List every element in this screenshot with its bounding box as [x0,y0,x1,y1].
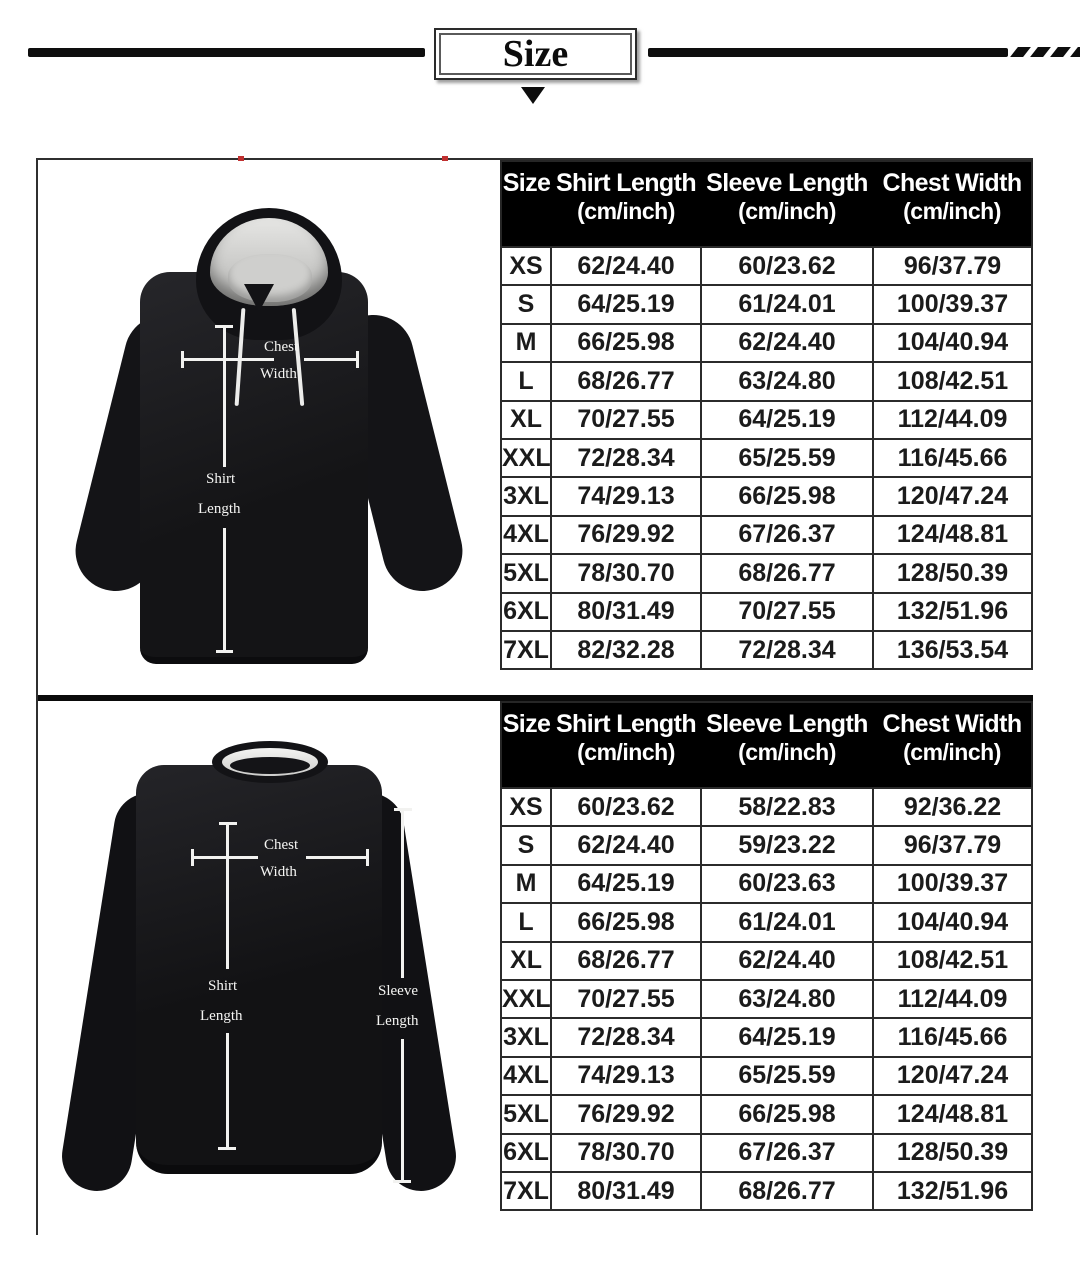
shirt-length-cell: 76/29.92 [551,516,701,554]
size-cell: XL [501,401,551,439]
sweatshirt-size-table [500,701,1033,1211]
chest-width-line [304,358,358,361]
table-row [501,439,1032,477]
sleeve-length-cell: 72/28.34 [701,631,873,669]
size-cell: 3XL [501,1018,551,1056]
sweatshirt-image [38,701,502,1235]
chest-width-cell: 116/45.66 [873,439,1032,477]
chest-width-cell: 96/37.79 [873,247,1032,285]
sleeve-length-cell: 70/27.55 [701,593,873,631]
sleeve-length-cell: 58/22.83 [701,788,873,826]
size-cell: 3XL [501,477,551,515]
chest-width-label: Width [260,864,297,880]
shirt-length-cell: 68/26.77 [551,362,701,400]
chest-width-cell: 128/50.39 [873,554,1032,592]
size-cell: XS [501,788,551,826]
sleeve-length-cell: 62/24.40 [701,942,873,980]
sleeve-length-cell: 65/25.59 [701,1057,873,1095]
table-row [501,285,1032,323]
col-header-size: Size [501,702,551,788]
chest-width-cell: 124/48.81 [873,516,1032,554]
chest-width-cell: 136/53.54 [873,631,1032,669]
measure-tick [366,849,369,866]
table-row [501,865,1032,903]
col-header-sleeve-length: Sleeve Length (cm/inch) [701,702,873,788]
dash-icon [1010,47,1031,57]
chest-width-cell: 132/51.96 [873,593,1032,631]
sleeve-length-cell: 61/24.01 [701,285,873,323]
table-row [501,903,1032,941]
sleeve-length-cell: 68/26.77 [701,554,873,592]
table-header-row [501,161,1032,247]
col-header-sleeve-length: Sleeve Length (cm/inch) [701,161,873,247]
table-row [501,788,1032,826]
sleeve-length-cell: 67/26.37 [701,1134,873,1172]
dash-icon [1050,47,1071,57]
table-row [501,1095,1032,1133]
size-cell: 5XL [501,554,551,592]
hoodie-size-table [500,160,1033,670]
col-header-shirt-length: Shirt Length (cm/inch) [551,702,701,788]
shirt-length-label: Shirt [206,471,236,487]
table-row [501,401,1032,439]
col-header-size: Size [501,161,551,247]
shirt-length-label: Length [198,501,241,517]
chest-width-cell: 104/40.94 [873,324,1032,362]
sleeve-length-cell: 64/25.19 [701,1018,873,1056]
size-cell: 5XL [501,1095,551,1133]
size-cell: 4XL [501,1057,551,1095]
table-row [501,247,1032,285]
chest-width-cell: 100/39.37 [873,865,1032,903]
chest-width-label: Width [260,366,297,382]
measure-tick [356,351,359,368]
chest-width-label: Chest [264,837,299,853]
sleeve-length-cell: 65/25.59 [701,439,873,477]
sleeve-length-cell: 67/26.37 [701,516,873,554]
chest-width-cell: 100/39.37 [873,285,1032,323]
sleeve-length-cell: 60/23.63 [701,865,873,903]
size-cell: 7XL [501,1172,551,1210]
sweatshirt-neck [230,757,310,774]
shirt-length-label: Shirt [208,978,238,994]
shirt-length-cell: 64/25.19 [551,865,701,903]
size-cell: XXL [501,980,551,1018]
col-header-chest-width: Chest Width (cm/inch) [873,161,1032,247]
chest-width-line [182,358,274,361]
size-cell: 6XL [501,1134,551,1172]
size-cell: S [501,285,551,323]
shirt-length-cell: 64/25.19 [551,285,701,323]
table-row [501,942,1032,980]
chest-width-label: Chest [264,339,299,355]
sleeve-length-cell: 63/24.80 [701,980,873,1018]
header-rule-left [28,48,425,57]
sleeve-length-cell: 66/25.98 [701,1095,873,1133]
dash-icon [1070,47,1080,57]
shirt-length-cell: 72/28.34 [551,439,701,477]
shirt-length-cell: 60/23.62 [551,788,701,826]
col-header-shirt-length: Shirt Length (cm/inch) [551,161,701,247]
shirt-length-cell: 80/31.49 [551,1172,701,1210]
down-triangle-icon [521,87,545,104]
shirt-length-cell: 72/28.34 [551,1018,701,1056]
size-chart-panel [36,158,1033,1235]
measure-tick [218,1147,236,1150]
sleeve-length-cell: 59/23.22 [701,826,873,864]
sleeve-length-cell: 63/24.80 [701,362,873,400]
chest-width-line [192,856,258,859]
size-table [500,701,1033,1211]
chest-width-cell: 112/44.09 [873,980,1032,1018]
size-cell: 6XL [501,593,551,631]
size-cell: L [501,903,551,941]
size-cell: M [501,324,551,362]
chest-width-cell: 108/42.51 [873,362,1032,400]
sleeve-length-cell: 60/23.62 [701,247,873,285]
shirt-length-line [226,824,229,969]
shirt-length-line [223,327,226,467]
table-row [501,826,1032,864]
size-table [500,160,1033,670]
shirt-length-cell: 66/25.98 [551,324,701,362]
shirt-length-cell: 76/29.92 [551,1095,701,1133]
table-row [501,631,1032,669]
shirt-length-cell: 68/26.77 [551,942,701,980]
shirt-length-cell: 82/32.28 [551,631,701,669]
shirt-length-cell: 66/25.98 [551,903,701,941]
shirt-length-label: Length [200,1008,243,1024]
size-title-box [434,28,637,80]
shirt-length-cell: 62/24.40 [551,247,701,285]
table-row [501,554,1032,592]
col-header-chest-width: Chest Width (cm/inch) [873,702,1032,788]
table-row [501,516,1032,554]
sleeve-length-label: Length [376,1013,419,1029]
chest-width-line [306,856,368,859]
measure-tick [216,650,233,653]
hoodie-section [38,160,1033,695]
chest-width-cell: 120/47.24 [873,477,1032,515]
table-row [501,1134,1032,1172]
sleeve-length-cell: 68/26.77 [701,1172,873,1210]
size-cell: XS [501,247,551,285]
size-cell: XXL [501,439,551,477]
table-row [501,324,1032,362]
shirt-length-cell: 74/29.13 [551,477,701,515]
chest-width-cell: 96/37.79 [873,826,1032,864]
size-cell: L [501,362,551,400]
sleeve-length-line [401,810,404,978]
shirt-length-line [226,1033,229,1149]
table-row [501,980,1032,1018]
header-rule-right [648,48,1008,57]
sleeve-length-cell: 61/24.01 [701,903,873,941]
size-cell: M [501,865,551,903]
size-cell: XL [501,942,551,980]
chest-width-cell: 120/47.24 [873,1057,1032,1095]
shirt-length-cell: 78/30.70 [551,554,701,592]
page-title: Size [502,33,569,75]
sweatshirt-section [38,701,1033,1235]
chest-width-cell: 128/50.39 [873,1134,1032,1172]
table-header-row [501,702,1032,788]
table-row [501,1172,1032,1210]
table-row [501,1018,1032,1056]
size-title-box-inner [439,33,632,75]
hoodie-image [38,160,502,695]
shirt-length-cell: 70/27.55 [551,401,701,439]
sleeve-length-cell: 66/25.98 [701,477,873,515]
size-cell: 7XL [501,631,551,669]
table-row [501,593,1032,631]
chest-width-cell: 112/44.09 [873,401,1032,439]
shirt-length-cell: 62/24.40 [551,826,701,864]
chest-width-cell: 116/45.66 [873,1018,1032,1056]
shirt-length-cell: 78/30.70 [551,1134,701,1172]
sweatshirt-body [136,765,382,1174]
chest-width-cell: 108/42.51 [873,942,1032,980]
table-row [501,362,1032,400]
chest-width-cell: 124/48.81 [873,1095,1032,1133]
size-cell: 4XL [501,516,551,554]
sleeve-length-cell: 64/25.19 [701,401,873,439]
shirt-length-cell: 74/29.13 [551,1057,701,1095]
chest-width-cell: 104/40.94 [873,903,1032,941]
sleeve-length-label: Sleeve [378,983,418,999]
shirt-length-line [223,528,226,652]
hoodie-neck [244,284,274,312]
sleeve-length-line [401,1039,404,1182]
table-row [501,1057,1032,1095]
shirt-length-cell: 80/31.49 [551,593,701,631]
size-cell: S [501,826,551,864]
chest-width-cell: 132/51.96 [873,1172,1032,1210]
dash-icon [1030,47,1051,57]
table-row [501,477,1032,515]
shirt-length-cell: 70/27.55 [551,980,701,1018]
dash-decoration [1014,47,1080,57]
chest-width-cell: 92/36.22 [873,788,1032,826]
measure-tick [393,1180,411,1183]
sleeve-length-cell: 62/24.40 [701,324,873,362]
